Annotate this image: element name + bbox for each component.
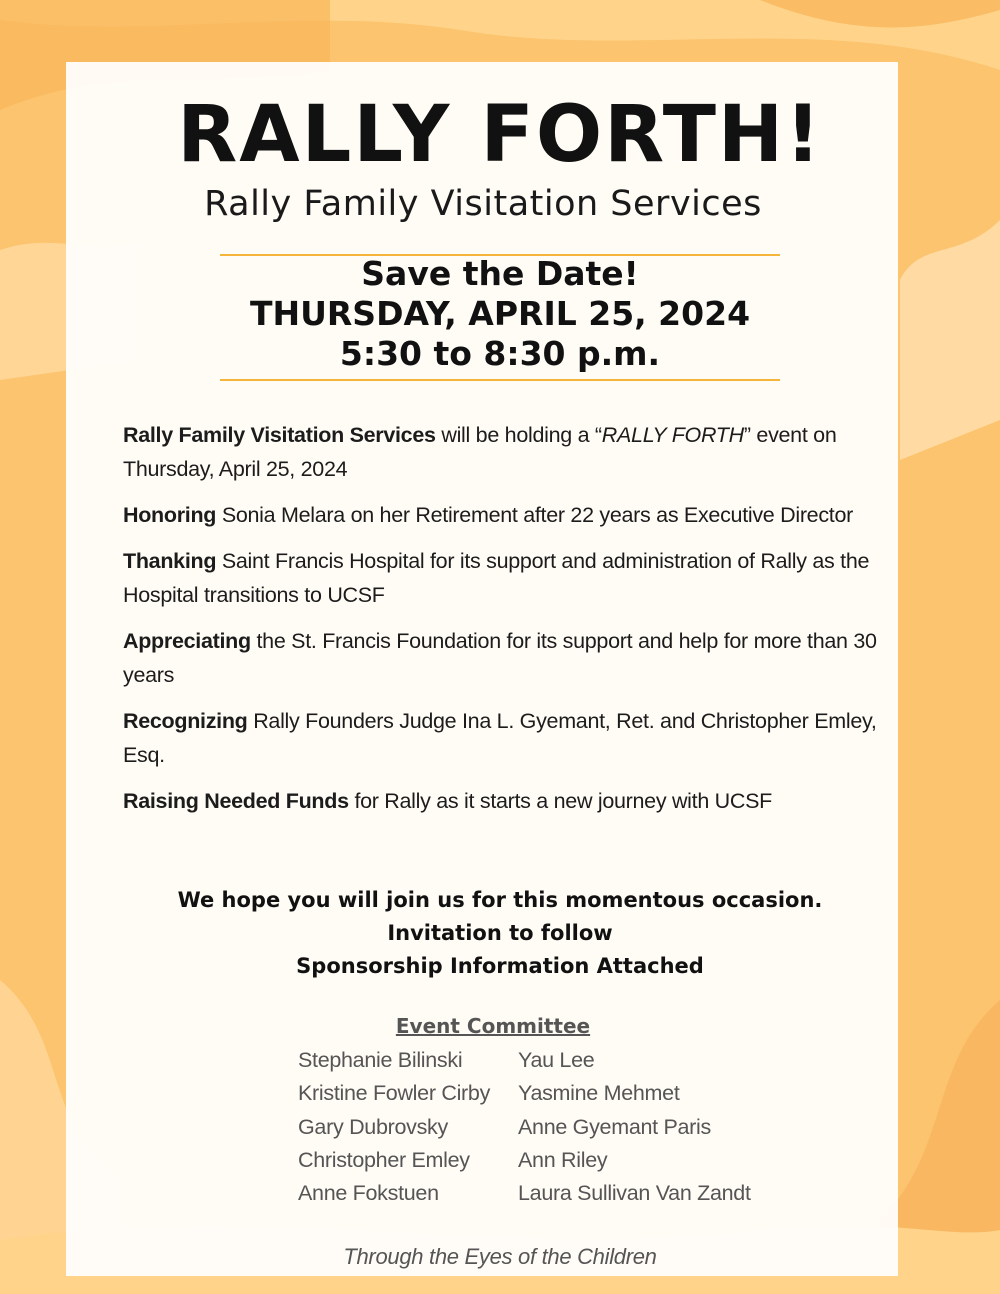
paragraph-lead: Honoring: [123, 503, 217, 527]
paragraph-text: for Rally as it starts a new journey with UCSF: [348, 789, 772, 813]
committee-member: Yasmine Mehmet: [518, 1081, 680, 1106]
paragraph-text: ” event on Thursday, April 25, 2024: [123, 423, 837, 481]
paragraph-text: the St. Francis Foundation for its support and help for more than 30 years: [123, 629, 877, 687]
paragraph-lead: Thanking: [123, 549, 217, 573]
committee-member: Kristine Fowler Cirby: [298, 1081, 491, 1106]
committee-column-right: [518, 1044, 751, 1210]
event-time: 5:30 to 8:30 p.m.: [339, 334, 661, 373]
event-date-block: [0, 254, 1000, 374]
paragraph-text: Saint Francis Hospital for its support and administration of Rally as the Hospital transitions to UCSF: [123, 549, 870, 607]
paragraph-text: Sonia Melara on her Retirement after 22 years as Executive Director: [216, 503, 853, 527]
closing-line-join: We hope you will join us for this momentous occasion.: [177, 888, 823, 912]
committee-heading: Event Committee: [395, 1014, 591, 1038]
committee-member: Christopher Emley: [298, 1147, 470, 1172]
organization-subtitle: Rally Family Visitation Services: [204, 184, 762, 224]
paragraph-text: will be holding a “: [435, 423, 602, 447]
paragraph-appreciating: [123, 624, 883, 692]
committee-member: Yau Lee: [518, 1048, 595, 1072]
page-title: RALLY FORTH!: [177, 90, 823, 180]
committee-member: Gary Dubrovsky: [298, 1114, 448, 1139]
paragraph-lead: Raising Needed Funds: [123, 789, 349, 813]
closing-message: [0, 884, 1000, 983]
paragraph-honoring: [123, 498, 883, 532]
closing-line-invitation: Invitation to follow: [387, 921, 613, 945]
event-name-italic: RALLY FORTH: [601, 423, 744, 447]
paragraph-thanking: [123, 544, 883, 612]
paragraph-lead: Appreciating: [123, 629, 251, 653]
committee-column-left: [298, 1044, 490, 1210]
event-description: [123, 418, 883, 830]
tagline: Through the Eyes of the Children: [343, 1244, 657, 1269]
paragraph-lead: Recognizing: [123, 709, 248, 733]
committee-member: Ann Riley: [518, 1147, 608, 1172]
committee-member: Anne Fokstuen: [298, 1181, 439, 1206]
save-the-date: Save the Date!: [361, 254, 639, 293]
committee-member: Stephanie Bilinski: [298, 1048, 463, 1072]
committee-member: Anne Gyemant Paris: [518, 1114, 711, 1139]
committee-member: Laura Sullivan Van Zandt: [518, 1181, 751, 1206]
bottom-divider: [220, 379, 780, 381]
paragraph-lead: Rally Family Visitation Services: [123, 423, 436, 447]
closing-line-sponsorship: Sponsorship Information Attached: [296, 954, 704, 978]
paragraph-event: [123, 418, 883, 486]
paragraph-recognizing: [123, 704, 883, 772]
paragraph-text: Rally Founders Judge Ina L. Gyemant, Ret. and Christopher Emley, Esq.: [123, 709, 877, 767]
paragraph-raising-funds: [123, 784, 883, 818]
event-date: THURSDAY, APRIL 25, 2024: [249, 294, 751, 333]
